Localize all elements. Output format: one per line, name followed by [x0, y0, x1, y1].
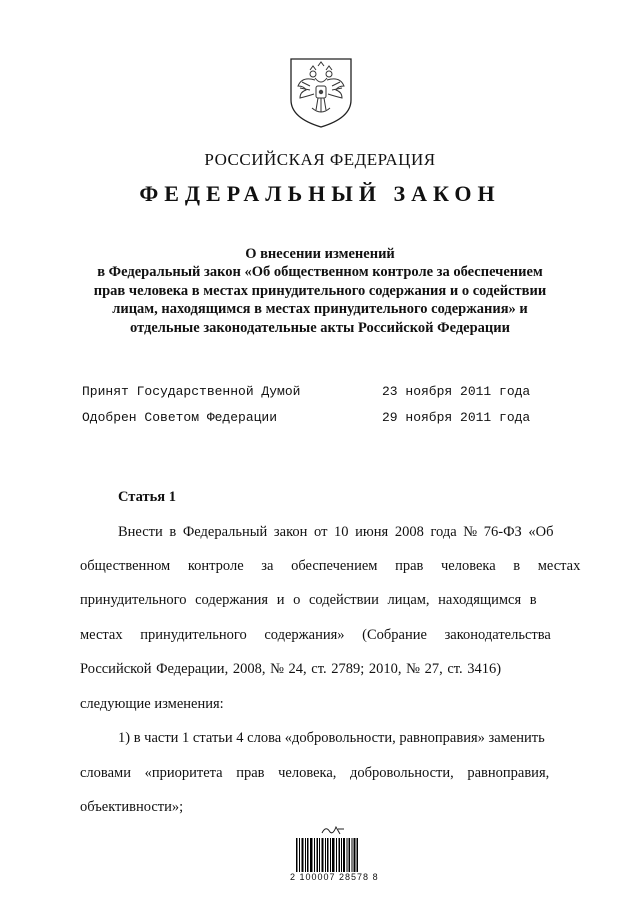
duma-adoption-date: 23 ноября 2011 года	[382, 384, 531, 399]
law-title	[0, 245, 640, 337]
article-text-line: местах принудительного содержания» (Собрание законодательства	[80, 627, 551, 643]
article-text-line: следующие изменения:	[80, 696, 224, 712]
article-text-line: словами «приоритета прав человека, добровольности, равноправия,	[80, 765, 550, 781]
article-text-line: принудительного содержания и о содействии лицам, находящимся в	[80, 592, 537, 608]
article-text: Внести в Федеральный закон от 10 июня 2008 года № 76-ФЗ «Об	[118, 524, 554, 540]
article-text-line: объективности»;	[80, 799, 184, 815]
article-text-line: 1) в части 1 статьи 4 слова «добровольности, равноправия» заменить	[118, 730, 545, 746]
council-approval-label: Одобрен Советом Федерации	[82, 410, 278, 425]
article-text-line: Российской Федерации, 2008, № 24, ст. 2789; 2010, № 27, ст. 3416)	[80, 661, 502, 677]
barcode-icon	[296, 838, 358, 872]
article-heading: Статья 1	[118, 489, 176, 505]
country-name: РОССИЙСКАЯ ФЕДЕРАЦИЯ	[204, 150, 436, 169]
law-title-line: отдельные законодательные акты Российской Федерации	[130, 319, 510, 336]
article-text-line: общественном контроле за обеспечением прав человека в местах	[80, 558, 581, 574]
article-text-line	[118, 524, 565, 541]
coat-of-arms-emblem	[288, 56, 354, 130]
law-title-line: лицам, находящимся в местах принудительного содержания» и	[112, 301, 528, 318]
duma-adoption-label: Принят Государственной Думой	[82, 384, 301, 399]
handwritten-mark-icon	[320, 823, 346, 837]
law-title-line: прав человека в местах принудительного содержания и о содействии	[93, 282, 547, 299]
council-approval-date: 29 ноября 2011 года	[382, 410, 531, 425]
barcode-number: 2 100007 28578 8	[290, 872, 379, 882]
law-title-line: в Федеральный закон «Об общественном контроле за обеспечением	[97, 264, 543, 281]
law-title-line: О внесении изменений	[245, 246, 395, 262]
law-type-heading: ФЕДЕРАЛЬНЫЙ ЗАКОН	[139, 181, 501, 206]
